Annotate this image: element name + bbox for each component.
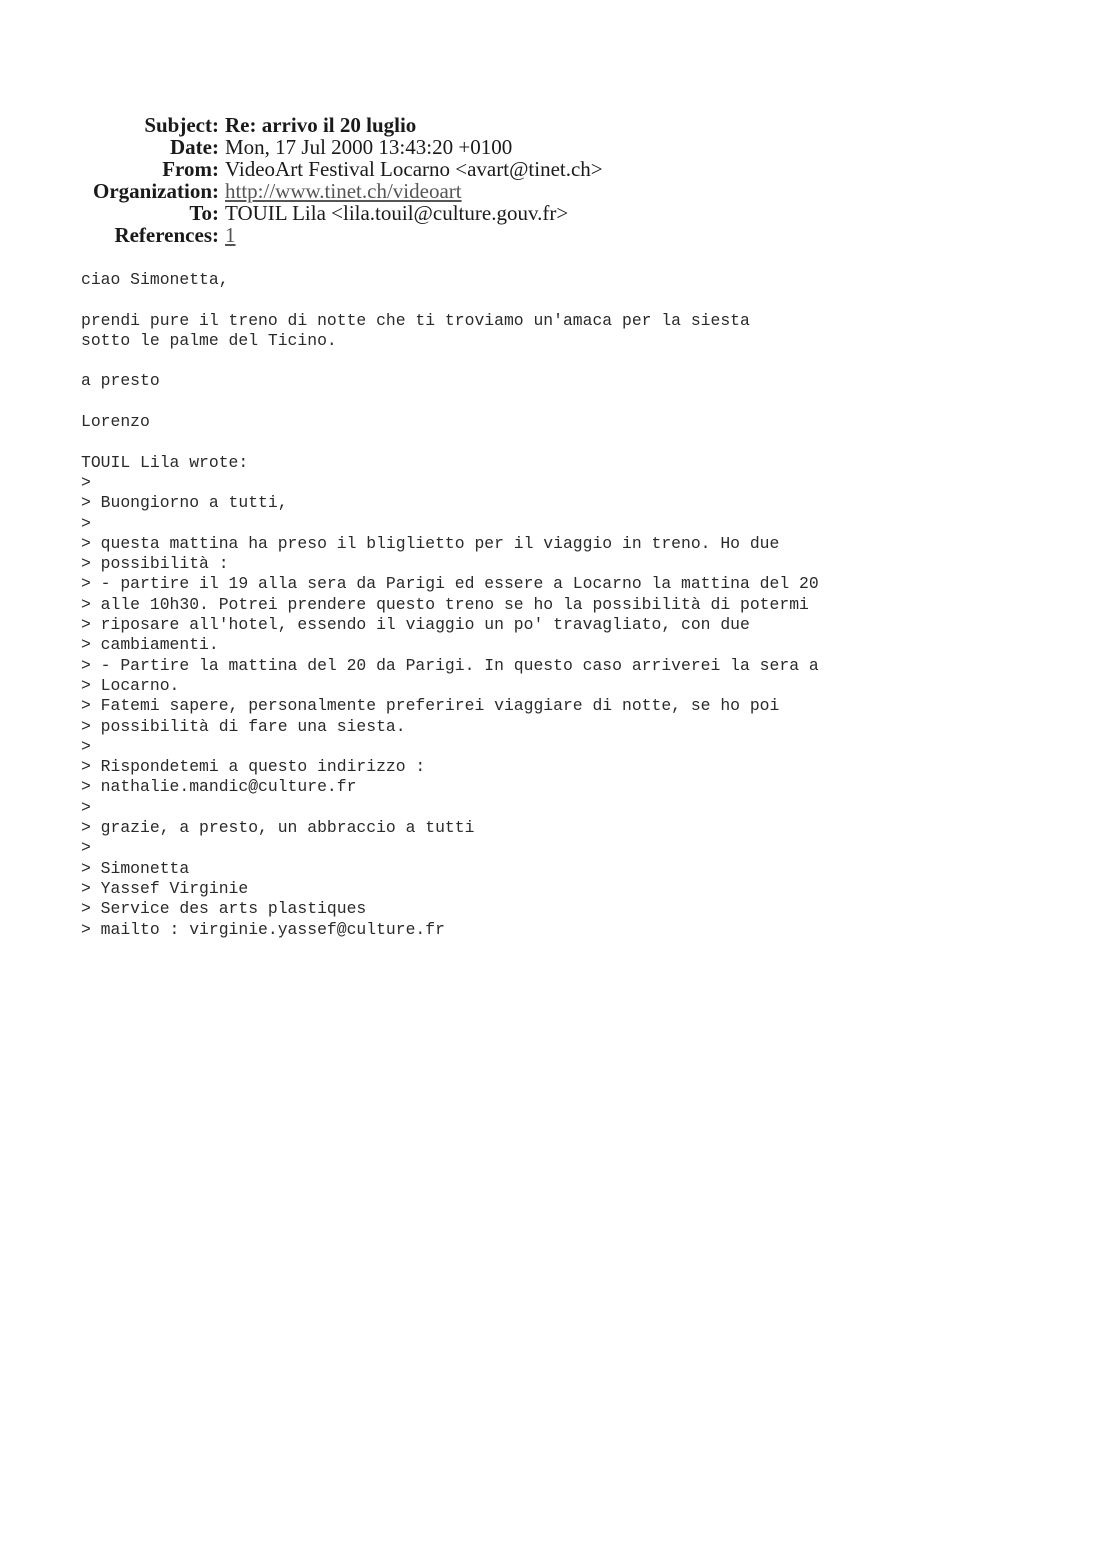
body-line: Lorenzo: [81, 412, 150, 432]
header-row-organization: [78, 180, 603, 202]
quoted-line: > - Partire la mattina del 20 da Parigi. In questo caso arriverei la sera a: [81, 655, 819, 675]
quoted-line: > alle 10h30. Potrei prendere questo treno se ho la possibilità di potermi: [81, 594, 809, 614]
header-row-date: [78, 136, 603, 158]
header-label-subject: Subject:: [144, 113, 219, 137]
quoted-line: > mailto : virginie.yassef@culture.fr: [81, 919, 445, 939]
body-line: TOUIL Lila wrote:: [81, 452, 249, 472]
body-line: a presto: [81, 371, 160, 391]
body-line: sotto le palme del Ticino.: [81, 330, 337, 350]
header-row-to: [78, 202, 603, 224]
header-value-organization-cell: [225, 180, 603, 202]
quoted-line: >: [81, 736, 91, 756]
quoted-line: > Rispondetemi a questo indirizzo :: [81, 757, 426, 777]
header-value-date: Mon, 17 Jul 2000 13:43:20 +0100: [225, 135, 513, 159]
quoted-line: > riposare all'hotel, essendo il viaggio un po' travagliato, con due: [81, 615, 750, 635]
header-label-organization: Organization:: [93, 179, 219, 203]
body-line: ciao Simonetta,: [81, 270, 229, 289]
email-headers: [78, 114, 603, 246]
header-value-to: TOUIL Lila <lila.touil@culture.gouv.fr>: [225, 201, 569, 225]
header-row-subject: [78, 114, 603, 136]
body-line: [81, 432, 819, 452]
references-link[interactable]: 1: [225, 223, 236, 247]
quoted-line: >: [81, 513, 91, 533]
quoted-line: >: [81, 797, 91, 817]
header-label-from: From:: [162, 157, 219, 181]
quoted-line: > Locarno.: [81, 675, 180, 695]
header-value-references-cell: [225, 224, 603, 246]
body-line: [81, 392, 819, 412]
quoted-line: > Simonetta: [81, 858, 190, 878]
header-value-from: VideoArt Festival Locarno <avart@tinet.ch>: [225, 157, 603, 181]
email-body: [81, 270, 819, 940]
quoted-line: > possibilità :: [81, 554, 229, 574]
quoted-line: > grazie, a presto, un abbraccio a tutti: [81, 818, 475, 838]
header-row-references: [78, 224, 603, 246]
quoted-line: > Service des arts plastiques: [81, 899, 367, 919]
quoted-line: > - partire il 19 alla sera da Parigi ed essere a Locarno la mattina del 20: [81, 574, 819, 594]
quoted-line: > nathalie.mandic@culture.fr: [81, 777, 357, 797]
header-label-references: References:: [114, 223, 219, 247]
quoted-line: >: [81, 472, 91, 492]
quoted-line: > Buongiorno a tutti,: [81, 493, 288, 513]
body-line: prendi pure il treno di notte che ti troviamo un'amaca per la siesta: [81, 310, 750, 330]
header-value-subject: Re: arrivo il 20 luglio: [225, 113, 417, 137]
quoted-line: > questa mattina ha preso il bliglietto per il viaggio in treno. Ho due: [81, 533, 780, 553]
body-line: [81, 290, 819, 310]
organization-link[interactable]: http://www.tinet.ch/videoart: [225, 179, 462, 203]
quoted-line: > Yassef Virginie: [81, 878, 249, 898]
header-label-date: Date:: [170, 135, 219, 159]
body-line: [81, 351, 819, 371]
quoted-line: > Fatemi sapere, personalmente preferirei viaggiare di notte, se ho poi: [81, 696, 780, 716]
quoted-line: > possibilità di fare una siesta.: [81, 716, 406, 736]
quoted-line: >: [81, 838, 91, 858]
header-label-to: To:: [189, 201, 219, 225]
header-row-from: [78, 158, 603, 180]
quoted-line: > cambiamenti.: [81, 635, 219, 655]
